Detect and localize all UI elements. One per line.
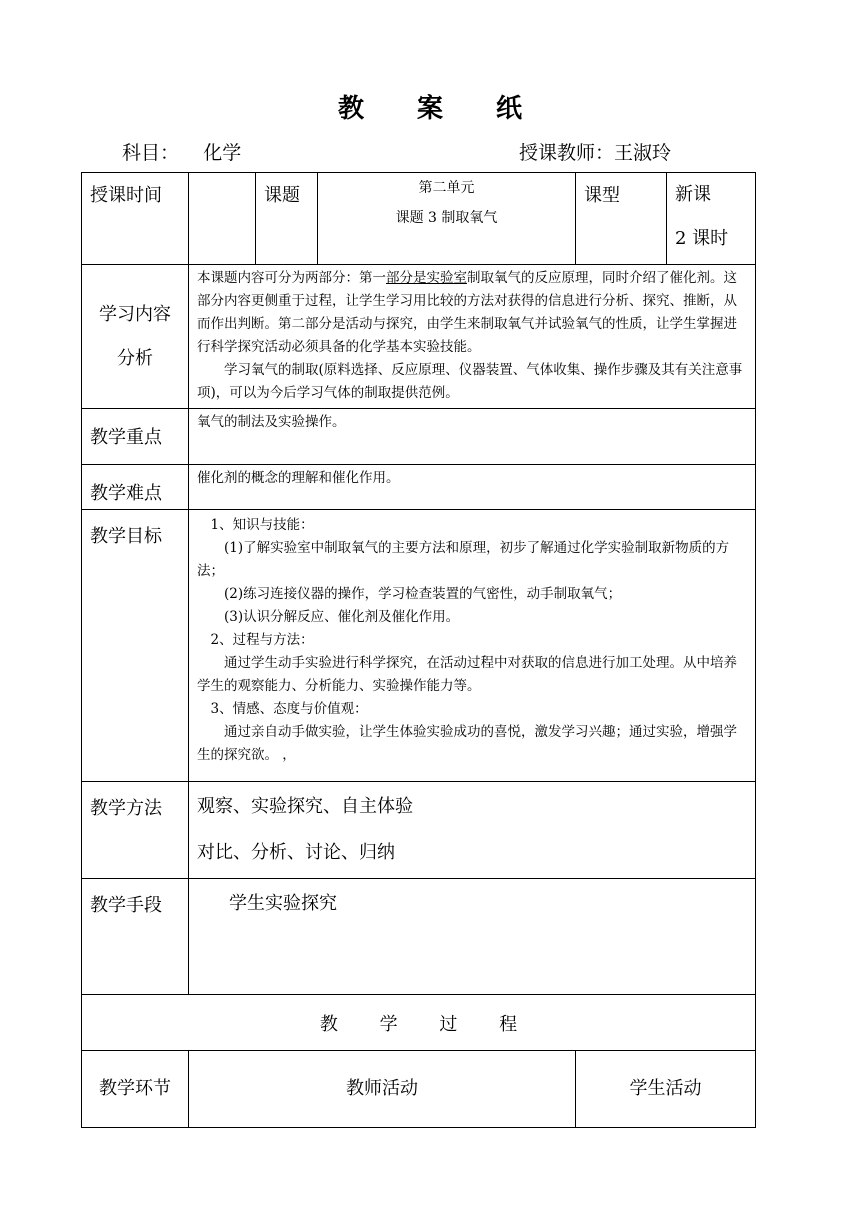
methods-text: [189, 782, 756, 879]
means-text: 学生实验探究: [189, 879, 756, 995]
objective-heading-1: 1、知识与技能：: [210, 517, 314, 533]
analysis-underlined-text: 部分是实验室: [386, 270, 467, 286]
analysis-p1-start: 本课题内容可分为两部分：第一: [197, 270, 386, 286]
objective-item-5: 通过亲自动手做实验，让学生体验实验成功的喜悦，激发学习兴趣；通过实验，增强学生的探究欲。 ，: [197, 724, 737, 763]
methods-label: 教学方法: [82, 782, 189, 879]
row-difficulty: [82, 465, 756, 510]
type-kind: 新课: [675, 184, 711, 205]
subject-line: [122, 138, 241, 165]
row-means: [82, 879, 756, 995]
subject-label: 科目：: [122, 142, 180, 164]
row-methods: [82, 782, 756, 879]
teacher-label: 授课教师：: [519, 142, 615, 164]
teacher-line: [519, 138, 671, 165]
objectives-text: [189, 510, 756, 782]
time-value: [189, 173, 256, 265]
page-title: 教 案 纸: [337, 94, 545, 124]
row-basic-info: [82, 173, 756, 265]
objective-item-2: (2)练习连接仪器的操作，学习检查装置的气密性，动手制取氧气；: [224, 586, 622, 602]
objective-item-3: (3)认识分解反应、催化剂及催化作用。: [224, 609, 460, 625]
analysis-text: [189, 265, 756, 409]
time-label: 授课时间: [82, 173, 189, 265]
objective-item-4: 通过学生动手实验进行科学探究，在活动过程中对获取的信息进行加工处理。从中培养学生的观察能力、分析能力、实验操作能力等。: [197, 655, 737, 694]
analysis-p1-rest: 制取氧气的反应原理，同时介绍了催化剂。这部分内容更侧重于过程，让学生学习用比较的方法对获得的信息进行分析、探究、推断，从而作出判断。第二部分是活动与探究，由学生来制取氧气并试验氧气的性质，让学生掌握进行科学探究活动必须具备的化学基本实验技能。: [197, 270, 737, 355]
row-key-point: [82, 409, 756, 465]
topic-unit: 第二单元: [418, 180, 475, 196]
row-process-columns: [82, 1051, 756, 1128]
key-point-text: 氧气的制法及实验操作。: [189, 409, 756, 465]
analysis-paragraph-2: 学习氧气的制取(原料选择、反应原理、仪器装置、气体收集、操作步骤及其有关注意事项)，可以为今后学习气体的制取提供范例。: [197, 362, 743, 401]
lesson-plan-table: [81, 172, 756, 1128]
objective-heading-2: 2、过程与方法：: [210, 632, 314, 648]
row-objectives: [82, 510, 756, 782]
analysis-paragraph-1: [197, 267, 749, 359]
methods-line-1: 观察、实验探究、自主体验: [197, 796, 413, 817]
subject-value: 化学: [203, 142, 242, 164]
type-hours: 2 课时: [675, 228, 729, 249]
type-label: 课型: [576, 173, 667, 265]
teacher-value: 王淑玲: [614, 142, 672, 164]
analysis-label-line1: 学习内容: [99, 303, 171, 325]
topic-value: [318, 173, 576, 265]
objective-heading-3: 3、情感、态度与价值观：: [210, 701, 368, 717]
type-value: [667, 173, 756, 265]
key-point-label: 教学重点: [82, 409, 189, 465]
objective-item-1: (1)了解实验室中制取氧气的主要方法和原理，初步了解通过化学实验制取新物质的方法；: [197, 540, 730, 579]
row-analysis: [82, 265, 756, 409]
analysis-label-line2: 分析: [117, 347, 153, 369]
objectives-label: 教学目标: [82, 510, 189, 782]
process-col-stage: 教学环节: [82, 1051, 189, 1128]
topic-label: 课题: [256, 173, 318, 265]
difficulty-label: 教学难点: [82, 465, 189, 510]
process-col-student: 学生活动: [576, 1051, 756, 1128]
means-label: 教学手段: [82, 879, 189, 995]
topic-title: 课题 3 制取氧气: [395, 210, 498, 226]
process-heading: 教 学 过 程: [82, 995, 756, 1051]
analysis-label: [82, 265, 189, 409]
methods-line-2: 对比、分析、讨论、归纳: [197, 842, 395, 863]
difficulty-text: 催化剂的概念的理解和催化作用。: [189, 465, 756, 510]
row-process-heading: [82, 995, 756, 1051]
process-col-teacher: 教师活动: [189, 1051, 576, 1128]
